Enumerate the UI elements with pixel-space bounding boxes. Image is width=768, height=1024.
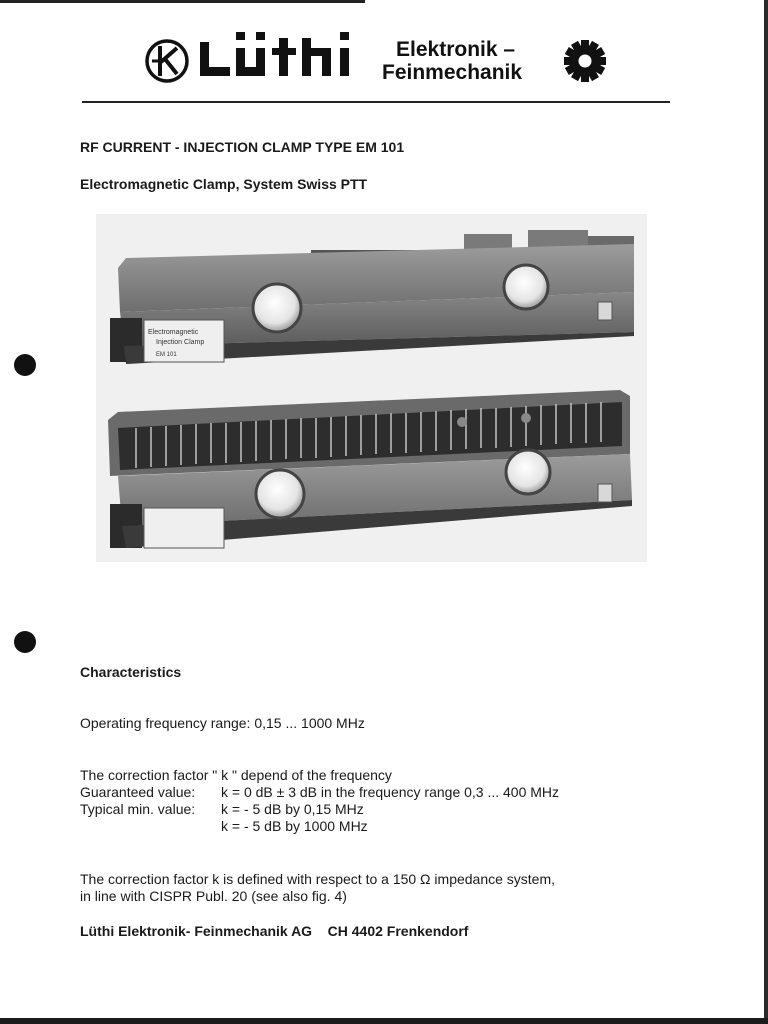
- photo-label-model: EM 101: [156, 352, 177, 358]
- scan-edge-bottom: [0, 1018, 768, 1024]
- photo-label-line-1: Electromagnetic: [148, 329, 199, 336]
- typical-value-2: k = - 5 dB by 1000 MHz: [221, 818, 368, 834]
- letterhead: [140, 30, 620, 92]
- scan-edge-top: [0, 0, 365, 3]
- definition-line-2: in line with CISPR Publ. 20 (see also fig. 4): [80, 888, 347, 904]
- footer-company: Lüthi Elektronik- Feinmechanik AG: [80, 923, 313, 939]
- footer: [80, 923, 468, 939]
- document-subtitle: Electromagnetic Clamp, System Swiss PTT: [80, 176, 368, 192]
- header-divider: [82, 101, 670, 103]
- correction-intro-text: The correction factor " k " depend of the frequency: [80, 767, 392, 783]
- typical-label: Typical min. value:: [80, 801, 196, 817]
- k-emblem-icon: [144, 38, 190, 84]
- brand-logo: [198, 28, 376, 80]
- product-photo: [96, 214, 647, 562]
- photo-label-line-2: Injection Clamp: [156, 339, 205, 346]
- typical-value-1: k = - 5 dB by 0,15 MHz: [221, 801, 364, 817]
- guaranteed-label: Guaranteed value:: [80, 784, 196, 800]
- definition-line-1: The correction factor k is defined with respect to a 150 Ω impedance system,: [80, 871, 556, 887]
- characteristics-heading: Characteristics: [80, 664, 182, 680]
- guaranteed-value: k = 0 dB ± 3 dB in the frequency range 0,3 ... 400 MHz: [221, 784, 560, 800]
- company-name-line-1: Elektronik –: [396, 38, 516, 61]
- frequency-range-text: Operating frequency range: 0,15 ... 1000 MHz: [80, 715, 365, 731]
- footer-address: CH 4402 Frenkendorf: [327, 923, 469, 939]
- scan-edge-right: [764, 0, 768, 1024]
- company-name-line-2: Feinmechanik: [382, 61, 523, 84]
- punch-hole-upper: [14, 354, 36, 376]
- gear-icon: [562, 38, 608, 84]
- document-title: RF CURRENT - INJECTION CLAMP TYPE EM 101: [80, 139, 405, 155]
- punch-hole-lower: [14, 631, 36, 653]
